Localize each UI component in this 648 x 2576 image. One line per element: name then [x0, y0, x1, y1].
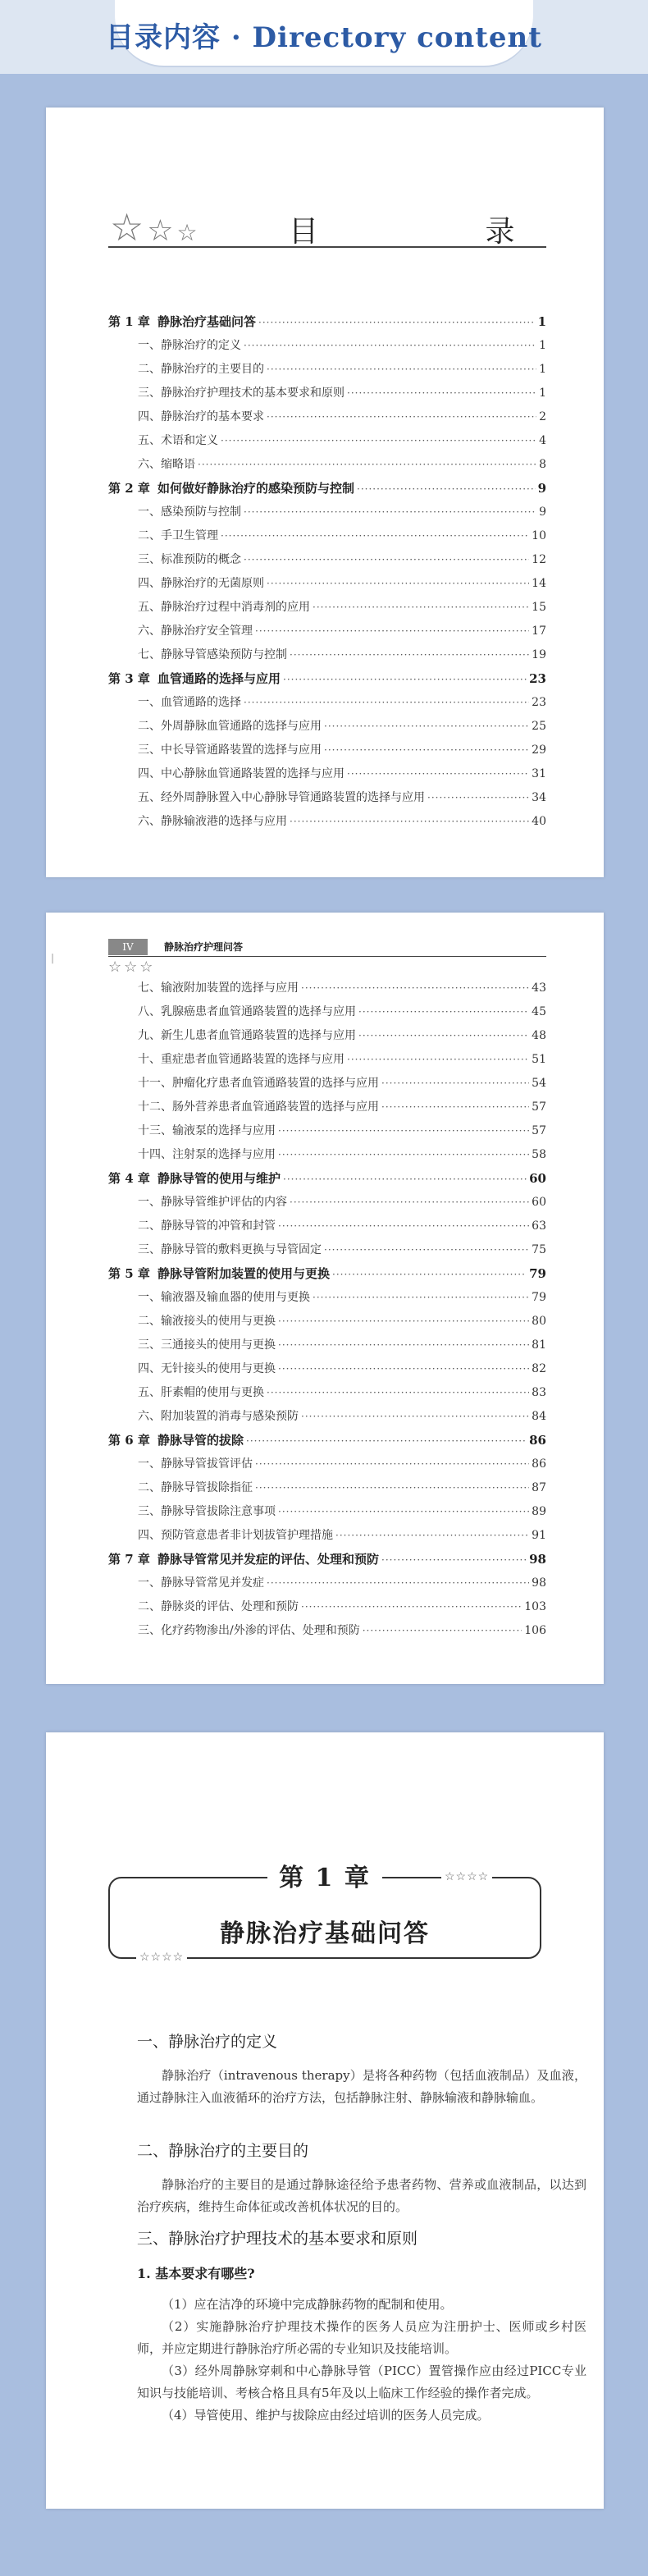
toc-leader-dots	[381, 1549, 527, 1572]
toc-section-entry[interactable]	[108, 1405, 546, 1429]
toc-chapter-entry[interactable]	[108, 667, 546, 691]
page-marker: |	[51, 952, 55, 963]
toc-section-entry[interactable]	[108, 620, 546, 643]
toc-leader-dots	[244, 548, 529, 572]
toc-entry-title: 血管通路的选择与应用	[157, 671, 281, 686]
chapter-page	[46, 1732, 604, 2509]
toc-page-number: 79	[529, 1266, 546, 1281]
toc-section-entry[interactable]	[108, 1096, 546, 1119]
toc-entry-title: 三、静脉治疗护理技术的基本要求和原则	[138, 387, 345, 400]
toc-chapter-entry[interactable]	[108, 1167, 546, 1191]
toc-entry-title: 二、输液接头的使用与更换	[138, 1315, 276, 1328]
toc-entry-title: 六、静脉输液港的选择与应用	[138, 815, 287, 828]
toc-page-number: 98	[532, 1576, 546, 1590]
toc-chapter-number: 第 5 章	[108, 1266, 150, 1281]
toc-section-entry[interactable]	[108, 596, 546, 620]
toc-leader-dots	[244, 501, 536, 524]
toc-page-number: 23	[532, 696, 546, 709]
toc-leader-dots	[278, 1334, 529, 1357]
toc-page-number: 1	[539, 339, 546, 352]
toc-entry-title: 八、乳腺癌患者血管通路装置的选择与应用	[138, 1005, 356, 1018]
toc-leader-dots	[357, 478, 536, 501]
toc-leader-dots	[324, 1238, 529, 1262]
star-icon: ☆☆☆☆	[441, 1870, 492, 1883]
toc-list	[108, 310, 546, 834]
toc-page-number: 34	[532, 791, 546, 804]
toc-page-number: 83	[532, 1386, 546, 1399]
section-heading: 一、静脉治疗的定义	[137, 2033, 278, 2051]
toc-page-number: 54	[532, 1077, 546, 1090]
toc-page-number: 1	[537, 314, 546, 329]
toc-section-entry[interactable]	[108, 1286, 546, 1310]
toc-leader-dots	[381, 1072, 529, 1096]
toc-leader-dots	[358, 1024, 529, 1048]
toc-entry-title: 一、感染预防与控制	[138, 506, 241, 519]
toc-page-number: 31	[532, 767, 546, 780]
toc-leader-dots	[198, 453, 536, 477]
toc-section-entry[interactable]	[108, 548, 546, 572]
toc-entry-title: 四、无针接头的使用与更换	[138, 1362, 276, 1375]
toc-leader-dots	[335, 1524, 529, 1548]
toc-leader-dots	[221, 524, 529, 548]
toc-page-number: 89	[532, 1505, 546, 1518]
toc-entry-title: 二、手卫生管理	[138, 529, 218, 542]
toc-page-number: 9	[539, 506, 546, 519]
toc-entry-title: 静脉导管附加装置的使用与更换	[157, 1266, 331, 1281]
star-icon: ☆	[110, 205, 144, 249]
toc-section-entry[interactable]	[108, 1048, 546, 1072]
toc-entry-title: 二、外周静脉血管通路的选择与应用	[138, 720, 322, 733]
toc-leader-dots	[301, 977, 529, 1000]
toc-page-number: 75	[532, 1243, 546, 1256]
toc-page-number: 25	[532, 720, 546, 733]
toc-page-1	[46, 108, 604, 877]
toc-leader-dots	[332, 1263, 527, 1287]
toc-page-number: 1	[539, 387, 546, 400]
toc-leader-dots	[244, 334, 536, 358]
toc-entry-title: 如何做好静脉治疗的感染预防与控制	[157, 481, 355, 496]
section-heading: 三、静脉治疗护理技术的基本要求和原则	[137, 2230, 418, 2248]
toc-page-number: 9	[537, 481, 546, 496]
toc-leader-dots	[278, 1215, 529, 1238]
list-item: （3）经外周静脉穿刺和中心静脉导管（PICC）置管操作应由经过PICC专业知识与技能培训、考核合格且具有5年及以上临床工作经验的操作者完成。	[137, 2363, 586, 2400]
toc-entry-title: 静脉导管的使用与维护	[157, 1171, 281, 1186]
toc-entry-title: 三、静脉导管的敷料更换与导管固定	[138, 1243, 322, 1256]
toc-page-number: 14	[532, 577, 546, 590]
toc-leader-dots	[324, 739, 529, 762]
toc-section-entry[interactable]	[108, 1595, 546, 1619]
toc-page-2	[46, 913, 604, 1684]
toc-leader-dots	[267, 1381, 529, 1405]
toc-leader-dots	[301, 1595, 522, 1619]
toc-page-number: 87	[532, 1481, 546, 1494]
toc-entry-title: 三、化疗药物渗出/外渗的评估、处理和预防	[138, 1624, 360, 1637]
toc-entry-title: 七、输液附加装置的选择与应用	[138, 981, 299, 995]
toc-chapter-entry[interactable]	[108, 1548, 546, 1572]
toc-page-number: 1	[539, 363, 546, 376]
toc-stars	[110, 205, 198, 249]
toc-chapter-number: 第 4 章	[108, 1171, 150, 1186]
toc-section-entry[interactable]	[108, 1524, 546, 1548]
toc-section-entry[interactable]	[108, 715, 546, 739]
toc-chapter-entry[interactable]	[108, 1429, 546, 1453]
toc-entry-title: 五、静脉治疗过程中消毒剂的应用	[138, 601, 310, 614]
star-icon: ☆	[147, 214, 174, 248]
toc-page-number: 12	[532, 553, 546, 566]
toc-entry-title: 六、静脉治疗安全管理	[138, 625, 253, 638]
toc-chapter-entry[interactable]	[108, 310, 546, 334]
toc-leader-dots	[290, 643, 529, 667]
toc-section-entry[interactable]	[108, 405, 546, 429]
star-icon: ☆☆☆☆	[136, 1951, 187, 1964]
toc-entry-title: 一、静脉导管常见并发症	[138, 1576, 264, 1590]
toc-leader-dots	[267, 358, 536, 382]
toc-page-number: 2	[539, 410, 546, 423]
toc-page-number: 79	[532, 1291, 546, 1304]
toc-entry-title: 一、静脉导管拔管评估	[138, 1457, 253, 1471]
toc-leader-dots	[267, 572, 529, 596]
toc-leader-dots	[267, 1572, 529, 1595]
header-banner	[0, 0, 648, 74]
toc-entry-title: 九、新生儿患者血管通路装置的选择与应用	[138, 1029, 356, 1042]
toc-entry-title: 五、经外周静脉置入中心静脉导管通路装置的选择与应用	[138, 791, 425, 804]
toc-page-number: 40	[532, 815, 546, 828]
toc-entry-title: 六、附加装置的消毒与感染预防	[138, 1410, 299, 1423]
toc-section-entry[interactable]	[108, 1215, 546, 1238]
running-header	[108, 939, 546, 957]
toc-section-entry[interactable]	[108, 1072, 546, 1096]
toc-title: 目 录	[289, 215, 594, 249]
toc-leader-dots	[363, 1619, 523, 1643]
toc-leader-dots	[347, 1048, 529, 1072]
toc-section-entry[interactable]	[108, 810, 546, 834]
toc-leader-dots	[381, 1096, 529, 1119]
toc-section-entry[interactable]	[108, 643, 546, 667]
toc-page-number: 57	[532, 1124, 546, 1137]
star-icon: ☆	[139, 959, 153, 976]
running-stars	[108, 959, 155, 976]
toc-page-number: 103	[524, 1600, 546, 1613]
toc-entry-title: 二、静脉导管的冲管和封管	[138, 1219, 276, 1233]
toc-leader-dots	[255, 620, 529, 643]
toc-section-entry[interactable]	[108, 1024, 546, 1048]
toc-section-entry[interactable]	[108, 1572, 546, 1595]
toc-leader-dots	[427, 786, 529, 810]
toc-section-entry[interactable]	[108, 501, 546, 524]
toc-list	[108, 977, 546, 1643]
chapter-name: 静脉治疗基础问答	[220, 1919, 430, 1948]
toc-leader-dots	[313, 1286, 529, 1310]
toc-entry-title: 五、术语和定义	[138, 434, 218, 447]
paragraph: 静脉治疗（intravenous therapy）是将各种药物（包括血液制品）及血液，通过静脉注入血液循环的治疗方法，包括静脉注射、静脉输液和静脉输血。	[137, 2068, 586, 2105]
toc-page-number: 60	[529, 1171, 546, 1186]
toc-entry-title: 四、静脉治疗的基本要求	[138, 410, 264, 423]
toc-chapter-number: 第 1 章	[108, 314, 150, 329]
toc-entry-title: 七、静脉导管感染预防与控制	[138, 648, 287, 661]
toc-section-entry[interactable]	[108, 572, 546, 596]
toc-entry-title: 静脉导管的拔除	[157, 1433, 244, 1448]
toc-section-entry[interactable]	[108, 1619, 546, 1643]
toc-section-entry[interactable]	[108, 1119, 546, 1143]
toc-section-entry[interactable]	[108, 334, 546, 358]
toc-page-number: 84	[532, 1410, 546, 1423]
toc-page-number: 80	[532, 1315, 546, 1328]
toc-entry-title: 三、三通接头的使用与更换	[138, 1338, 276, 1352]
toc-leader-dots	[278, 1119, 529, 1143]
toc-leader-dots	[278, 1143, 529, 1167]
toc-section-entry[interactable]	[108, 1191, 546, 1215]
toc-section-entry[interactable]	[108, 1357, 546, 1381]
toc-leader-dots	[358, 1000, 529, 1024]
toc-entry-title: 四、静脉治疗的无菌原则	[138, 577, 264, 590]
toc-page-number: 86	[529, 1433, 546, 1448]
chapter-frame	[108, 1847, 541, 1979]
toc-page-number: 8	[539, 458, 546, 471]
star-icon: ☆	[176, 219, 198, 246]
toc-entry-title: 二、静脉导管拔除指征	[138, 1481, 253, 1494]
sub-heading: 1. 基本要求有哪些?	[137, 2266, 255, 2281]
toc-page-number: 45	[532, 1005, 546, 1018]
toc-page-number: 51	[532, 1053, 546, 1066]
toc-entry-title: 二、静脉治疗的主要目的	[138, 363, 264, 376]
toc-entry-title: 四、预防管意患者非计划拔管护理措施	[138, 1529, 333, 1542]
toc-page-number: 86	[532, 1457, 546, 1471]
toc-chapter-number: 第 7 章	[108, 1552, 150, 1567]
toc-entry-title: 三、标准预防的概念	[138, 553, 241, 566]
toc-section-entry[interactable]	[108, 1310, 546, 1334]
running-book-title: 静脉治疗护理问答	[164, 941, 244, 953]
toc-chapter-number: 第 2 章	[108, 481, 150, 496]
toc-leader-dots	[313, 596, 529, 620]
toc-page-number: 91	[532, 1529, 546, 1542]
toc-entry-title: 十四、注射泵的选择与应用	[138, 1148, 276, 1161]
toc-section-entry[interactable]	[108, 739, 546, 762]
toc-leader-dots	[267, 405, 536, 429]
toc-page-number: 82	[532, 1362, 546, 1375]
list-item: （4）导管使用、维护与拔除应由经过培训的医务人员完成。	[162, 2408, 490, 2423]
toc-entry-title: 四、中心静脉血管通路装置的选择与应用	[138, 767, 345, 780]
toc-entry-title: 一、静脉导管维护评估的内容	[138, 1196, 287, 1209]
toc-entry-title: 一、血管通路的选择	[138, 696, 241, 709]
toc-page-number: 63	[532, 1219, 546, 1233]
toc-page-number: 98	[529, 1552, 546, 1567]
toc-entry-title: 十一、肿瘤化疗患者血管通路装置的选择与应用	[138, 1077, 379, 1090]
toc-leader-dots	[290, 810, 529, 834]
toc-entry-title: 六、缩略语	[138, 458, 195, 471]
toc-chapter-entry[interactable]	[108, 477, 546, 501]
toc-entry-title: 一、静脉治疗的定义	[138, 339, 241, 352]
toc-page-number: 19	[532, 648, 546, 661]
toc-chapter-number: 第 6 章	[108, 1433, 150, 1448]
toc-chapter-entry[interactable]	[108, 1262, 546, 1286]
toc-leader-dots	[283, 668, 527, 692]
toc-page-number: 60	[532, 1196, 546, 1209]
toc-page-number: 57	[532, 1100, 546, 1114]
toc-leader-dots	[255, 1453, 529, 1476]
toc-section-entry[interactable]	[108, 524, 546, 548]
toc-heading	[108, 205, 594, 249]
toc-section-entry[interactable]	[108, 1500, 546, 1524]
toc-leader-dots	[283, 1168, 527, 1192]
toc-section-entry[interactable]	[108, 1000, 546, 1024]
toc-entry-title: 静脉治疗基础问答	[157, 314, 257, 329]
toc-page-number: 29	[532, 744, 546, 757]
toc-section-entry[interactable]	[108, 429, 546, 453]
toc-leader-dots	[258, 311, 536, 335]
toc-leader-dots	[221, 429, 536, 453]
toc-leader-dots	[278, 1310, 529, 1334]
toc-page-number: 106	[524, 1624, 546, 1637]
toc-leader-dots	[278, 1500, 529, 1524]
toc-leader-dots	[301, 1405, 529, 1429]
toc-leader-dots	[246, 1430, 527, 1453]
toc-entry-title: 三、静脉导管拔除注意事项	[138, 1505, 276, 1518]
running-page-number: IV	[108, 939, 148, 955]
toc-entry-title: 三、中长导管通路装置的选择与应用	[138, 744, 322, 757]
section-3	[137, 2226, 586, 2427]
toc-page-number: 81	[532, 1338, 546, 1352]
toc-section-entry[interactable]	[108, 358, 546, 382]
toc-section-entry[interactable]	[108, 1238, 546, 1262]
toc-page-number: 58	[532, 1148, 546, 1161]
toc-section-entry[interactable]	[108, 977, 546, 1000]
toc-section-entry[interactable]	[108, 453, 546, 477]
toc-section-entry[interactable]	[108, 382, 546, 405]
toc-entry-title: 十、重症患者血管通路装置的选择与应用	[138, 1053, 345, 1066]
toc-page-number: 17	[532, 625, 546, 638]
toc-page-number: 15	[532, 601, 546, 614]
toc-leader-dots	[324, 715, 529, 739]
toc-entry-title: 一、输液器及输血器的使用与更换	[138, 1291, 310, 1304]
toc-leader-dots	[278, 1357, 529, 1381]
toc-section-entry[interactable]	[108, 762, 546, 786]
list-item: （1）应在洁净的环境中完成静脉药物的配制和使用。	[162, 2297, 453, 2312]
toc-page-number: 23	[529, 671, 546, 686]
star-icon: ☆	[124, 959, 138, 976]
toc-leader-dots	[290, 1191, 529, 1215]
toc-leader-dots	[347, 762, 529, 786]
toc-entry-title: 五、肝素帽的使用与更换	[138, 1386, 264, 1399]
toc-section-entry[interactable]	[108, 1476, 546, 1500]
toc-section-entry[interactable]	[108, 786, 546, 810]
section-heading: 二、静脉治疗的主要目的	[137, 2142, 309, 2160]
toc-page-number: 4	[539, 434, 546, 447]
toc-page-number: 48	[532, 1029, 546, 1042]
toc-entry-title: 静脉导管常见并发症的评估、处理和预防	[157, 1552, 380, 1567]
toc-leader-dots	[255, 1476, 529, 1500]
header-title: 目录内容 · Directory content	[106, 21, 542, 54]
section-1	[137, 2029, 586, 2121]
toc-chapter-number: 第 3 章	[108, 671, 150, 686]
toc-page-number: 10	[532, 529, 546, 542]
toc-entry-title: 二、静脉炎的评估、处理和预防	[138, 1600, 299, 1613]
toc-section-entry[interactable]	[108, 691, 546, 715]
toc-section-entry[interactable]	[108, 1143, 546, 1167]
toc-leader-dots	[244, 691, 529, 715]
toc-section-entry[interactable]	[108, 1453, 546, 1476]
toc-entry-title: 十三、输液泵的选择与应用	[138, 1124, 276, 1137]
chapter-label: 第 1 章	[279, 1864, 371, 1892]
paragraph: 静脉治疗的主要目的是通过静脉途径给予患者药物、营养或血液制品，以达到治疗疾病，维持生命体征或改善机体状况的目的。	[137, 2177, 586, 2214]
toc-section-entry[interactable]	[108, 1334, 546, 1357]
toc-section-entry[interactable]	[108, 1381, 546, 1405]
list-item: （2）实施静脉治疗护理技术操作的医务人员应为注册护士、医师或乡村医师，并应定期进行静脉治疗所必需的专业知识及技能培训。	[137, 2319, 586, 2356]
star-icon: ☆	[108, 959, 122, 976]
section-2	[137, 2139, 586, 2230]
toc-leader-dots	[347, 382, 536, 405]
toc-page-number: 43	[532, 981, 546, 995]
toc-entry-title: 十二、肠外营养患者血管通路装置的选择与应用	[138, 1100, 379, 1114]
